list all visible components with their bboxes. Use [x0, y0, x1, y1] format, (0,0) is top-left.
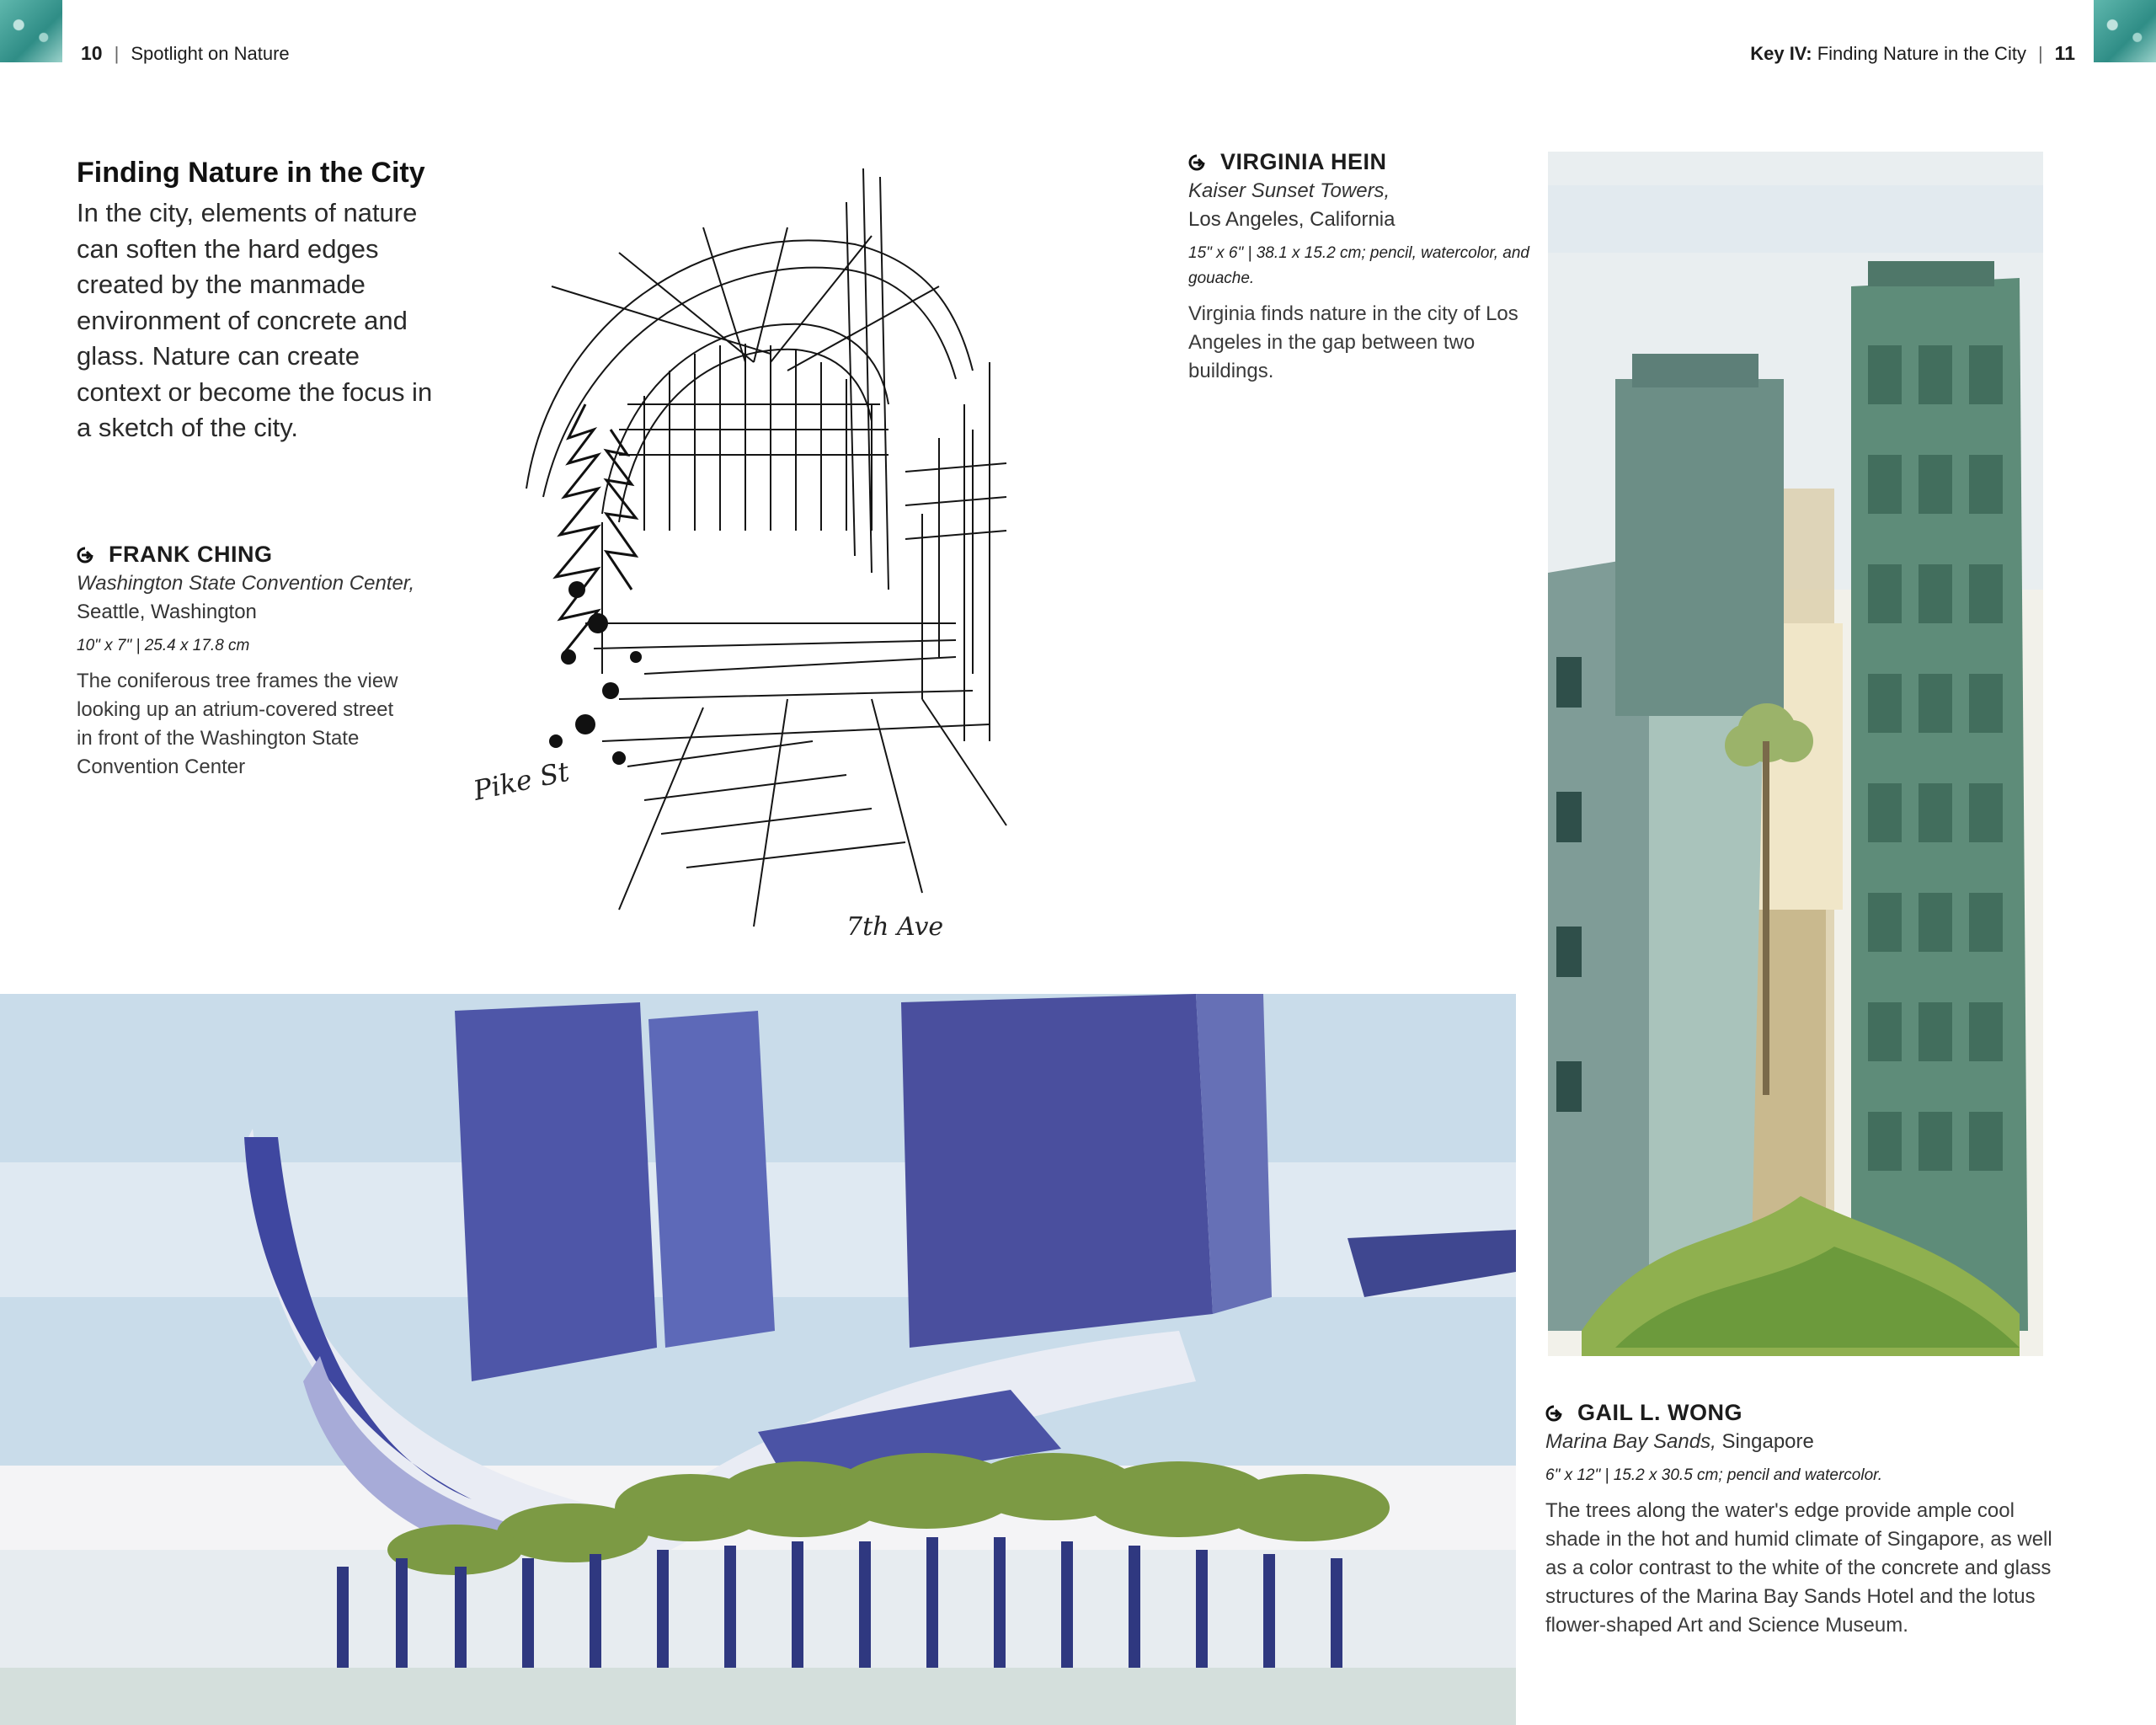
artwork-description: The coniferous tree frames the view looking up an atrium-covered street in front of the Washington State Convention Center [77, 670, 398, 778]
left-corner-tab [0, 0, 62, 62]
kaiser-towers-watercolor [1548, 152, 2043, 1356]
artist-credit [1545, 1400, 2068, 1426]
left-section-title: Spotlight on Nature [131, 42, 290, 64]
right-chapter-title [1750, 43, 2026, 65]
right-corner-tab [2094, 0, 2156, 62]
pike-st-annotation: Pike St [470, 755, 573, 807]
header-divider: | [2037, 42, 2043, 64]
pen-sketch-drawing [451, 152, 1023, 960]
artist-credit [1188, 149, 1542, 175]
artist-name: GAIL L. WONG [1577, 1400, 1742, 1425]
artist-credit [77, 542, 447, 568]
artist-name: VIRGINIA HEIN [1220, 149, 1387, 174]
circled-arrow-icon [1188, 154, 1205, 171]
artwork-dimensions: 6" x 12" | 15.2 x 30.5 cm; pencil and watercolor. [1545, 1466, 1883, 1484]
frank-ching-caption [77, 542, 447, 782]
artwork-name: Washington State Convention Center, [77, 572, 415, 595]
watercolor-painting [1548, 152, 2043, 1356]
artwork-title [1188, 177, 1542, 206]
artwork-description: The trees along the water's edge provide ample cool shade in the hot and humid climate of Singapore, as well as a color contrast to the white of the concrete and glass structures of the Marina Bay Sands Hotel and the lotus flower-shaped Art and Science Museum. [1545, 1499, 2052, 1637]
artwork-location: Seattle, Washington [77, 601, 257, 623]
convention-center-sketch [451, 152, 1023, 960]
seventh-ave-annotation: 7th Ave [846, 912, 944, 942]
artwork-dimensions: 10" x 7" | 25.4 x 17.8 cm [77, 637, 250, 654]
header-divider: | [114, 42, 120, 64]
gail-wong-caption [1545, 1400, 2068, 1640]
section-title: Finding Nature in the City [77, 157, 425, 189]
left-page-number: 10 [81, 42, 103, 64]
circled-arrow-icon [77, 547, 93, 563]
left-page-header [81, 42, 290, 65]
artwork-title-line [1545, 1428, 2068, 1456]
circled-arrow-icon [1545, 1405, 1562, 1422]
right-page-number: 11 [2054, 42, 2075, 64]
artwork-name: Kaiser Sunset Towers, [1188, 179, 1390, 202]
artwork-name: Marina Bay Sands, [1545, 1430, 1716, 1453]
chapter-name: Finding Nature in the City [1817, 42, 2026, 64]
artwork-dimensions: 15" x 6" | 38.1 x 15.2 cm; pencil, watercolor, and gouache. [1188, 244, 1529, 287]
marina-bay-watercolor [0, 994, 1516, 1725]
virginia-hein-caption [1188, 149, 1542, 386]
artwork-location: Singapore [1721, 1430, 1814, 1453]
watercolor-painting [0, 994, 1516, 1725]
artwork-title [77, 569, 447, 598]
intro-paragraph: In the city, elements of nature can soften the hard edges created by the manmade environment of concrete and glass. Nature can create context or become the focus in a sketch of the city. [77, 198, 433, 442]
artwork-description: Virginia finds nature in the city of Los Angeles in the gap between two buildings. [1188, 302, 1518, 382]
key-label: Key IV: [1750, 42, 1812, 64]
artist-name: FRANK CHING [109, 542, 273, 567]
right-page-header [1750, 42, 2075, 65]
artwork-location: Los Angeles, California [1188, 208, 1396, 231]
